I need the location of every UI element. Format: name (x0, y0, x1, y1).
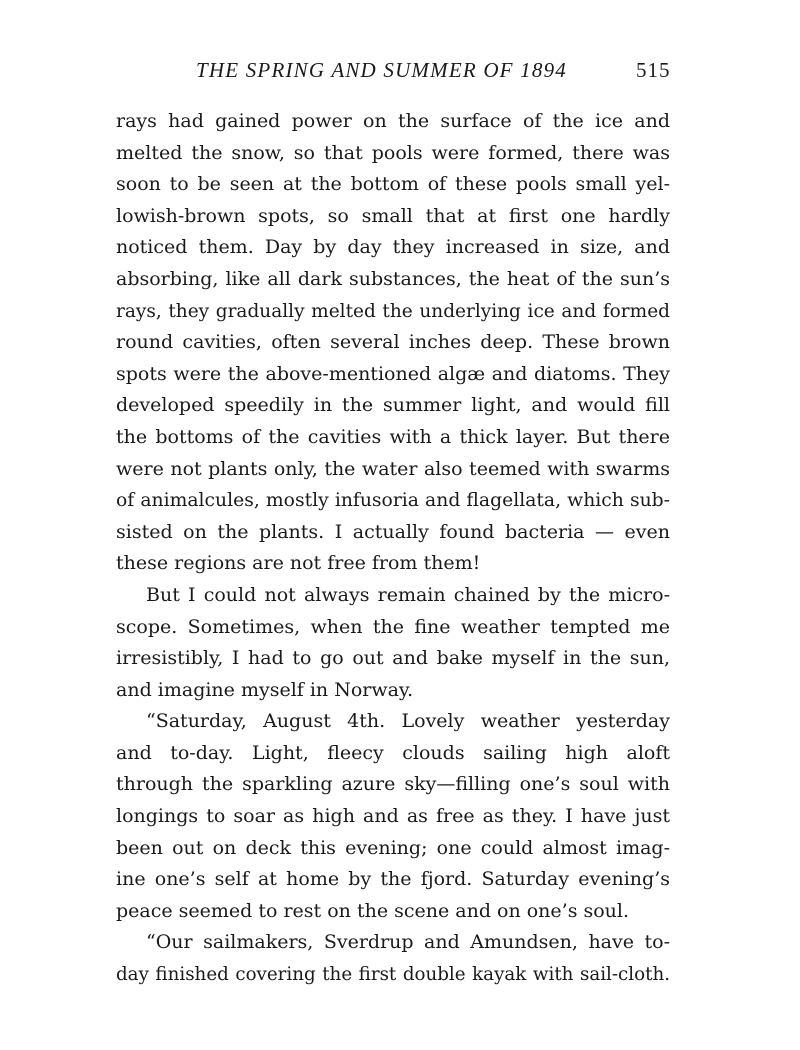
text-line: sisted on the plants. I actually found bacteria — even (116, 520, 670, 543)
paragraph-end-line: and imagine myself in Norway. (116, 678, 414, 701)
text-line: absorbing, like all dark substances, the heat of the sun’s (116, 267, 670, 290)
text-line: lowish-brown spots, so small that at first one hardly (116, 204, 670, 227)
text-line: day finished covering the first double kayak with sail-cloth. (116, 964, 670, 986)
text-line: of animalcules, mostly infusoria and flagellata, which sub- (116, 490, 670, 512)
paragraph-end-line: these regions are not free from them! (116, 552, 481, 575)
text-line: and to-day. Light, fleecy clouds sailing high aloft (116, 741, 670, 764)
text-line: irresistibly, I had to go out and bake myself in the sun, (116, 647, 670, 670)
text-line: rays had gained power on the surface of the ice and (116, 110, 670, 132)
page-number: 515 (636, 58, 671, 82)
text-line: rays, they gradually melted the underlying ice and formed (116, 300, 670, 322)
text-line: longings to soar as high and as free as they. I have just (116, 805, 670, 828)
text-line: were not plants only, the water also teemed with swarms (116, 457, 670, 480)
text-line: through the sparkling azure sky—filling one’s soul with (116, 773, 670, 796)
paragraph-first-line: “Saturday, August 4th. Lovely weather yesterday (146, 710, 670, 733)
text-line: scope. Sometimes, when the fine weather tempted me (116, 615, 670, 638)
text-line: soon to be seen at the bottom of these pools small yel- (116, 173, 670, 196)
text-line: developed speedily in the summer light, and would fill (116, 394, 670, 417)
paragraph-first-line: But I could not always remain chained by the micro- (146, 583, 670, 606)
paragraph-first-line: “Our sailmakers, Sverdrup and Amundsen, have to- (146, 931, 670, 954)
text-line: melted the snow, so that pools were formed, there was (116, 141, 670, 164)
running-title: THE SPRING AND SUMMER OF 1894 (196, 58, 567, 82)
text-line: noticed them. Day by day they increased in size, and (116, 236, 670, 259)
text-line: been out on deck this evening; one could almost imag- (116, 836, 670, 859)
text-line: ine one’s self at home by the fjord. Saturday evening’s (116, 868, 670, 891)
text-line: round cavities, often several inches deep. These brown (116, 331, 670, 354)
body-text (116, 106, 670, 991)
text-line: the bottoms of the cavities with a thick layer. But there (116, 425, 670, 448)
paragraph-end-line: peace seemed to rest on the scene and on one’s soul. (116, 899, 630, 922)
text-line: spots were the above-mentioned algæ and diatoms. They (116, 362, 670, 385)
running-head (0, 58, 800, 88)
